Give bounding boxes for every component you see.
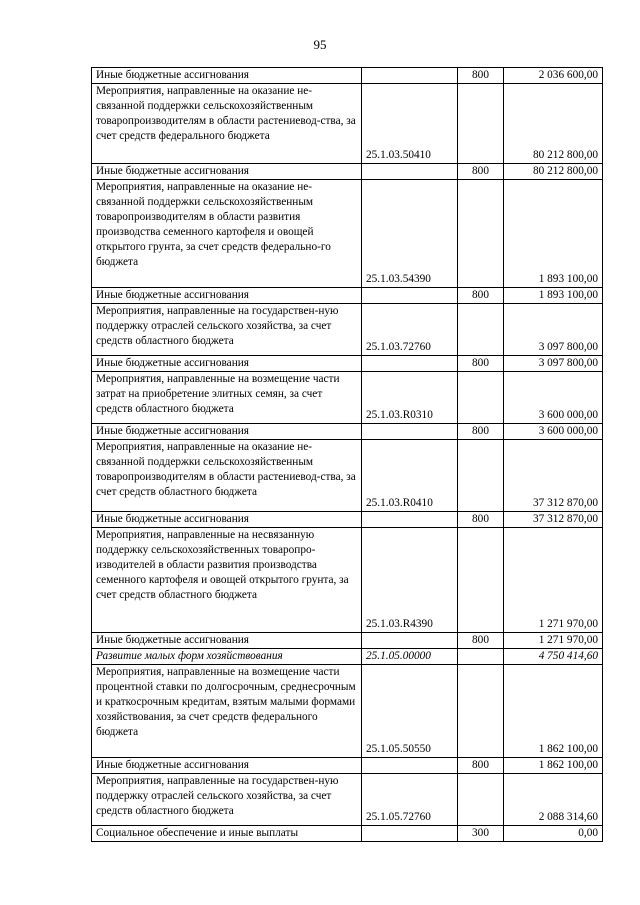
row-amount: 3 097 800,00 bbox=[504, 356, 603, 372]
row-amount: 37 312 870,00 bbox=[504, 440, 603, 512]
table-row bbox=[92, 180, 603, 288]
row-description: Иные бюджетные ассигнования bbox=[92, 288, 362, 304]
row-amount: 37 312 870,00 bbox=[504, 512, 603, 528]
row-amount: 2 088 314,60 bbox=[504, 774, 603, 826]
row-code bbox=[362, 288, 458, 304]
row-expense-type bbox=[458, 528, 504, 633]
row-description: Мероприятия, направленные на оказание не-связанной поддержки сельскохозяйственным товаропроизводителям в области растениевод-ства, за счет средств федерального бюджета bbox=[92, 84, 362, 164]
table-row bbox=[92, 774, 603, 826]
row-amount: 3 600 000,00 bbox=[504, 372, 603, 424]
row-description: Иные бюджетные ассигнования bbox=[92, 68, 362, 84]
row-expense-type: 800 bbox=[458, 68, 504, 84]
row-expense-type: 300 bbox=[458, 826, 504, 842]
row-code: 25.1.03.72760 bbox=[362, 304, 458, 356]
row-amount: 1 893 100,00 bbox=[504, 180, 603, 288]
row-expense-type: 800 bbox=[458, 356, 504, 372]
row-amount: 80 212 800,00 bbox=[504, 164, 603, 180]
row-code: 25.1.05.72760 bbox=[362, 774, 458, 826]
row-expense-type bbox=[458, 84, 504, 164]
row-code bbox=[362, 424, 458, 440]
table-row bbox=[92, 288, 603, 304]
table-row bbox=[92, 649, 603, 665]
row-expense-type bbox=[458, 180, 504, 288]
row-amount: 1 862 100,00 bbox=[504, 665, 603, 758]
row-expense-type bbox=[458, 665, 504, 758]
row-expense-type bbox=[458, 304, 504, 356]
row-amount: 2 036 600,00 bbox=[504, 68, 603, 84]
row-description: Мероприятия, направленные на оказание не-связанной поддержки сельскохозяйственным товаропроизводителям в области развития производства семенного картофеля и овощей открытого грунта, за счет средств федерально-го бюджета bbox=[92, 180, 362, 288]
row-expense-type bbox=[458, 774, 504, 826]
row-amount: 1 893 100,00 bbox=[504, 288, 603, 304]
row-description: Мероприятия, направленные на возмещение части затрат на приобретение элитных семян, за счет средств областного бюджета bbox=[92, 372, 362, 424]
row-description: Мероприятия, направленные на оказание не-связанной поддержки сельскохозяйственным товаропроизводителям в области растениевод-ства, за счет средств областного бюджета bbox=[92, 440, 362, 512]
row-code: 25.1.05.50550 bbox=[362, 665, 458, 758]
row-description: Иные бюджетные ассигнования bbox=[92, 758, 362, 774]
row-code bbox=[362, 164, 458, 180]
row-description: Мероприятия, направленные на возмещение части процентной ставки по долгосрочным, среднесрочным и краткосрочным кредитам, взятым малыми формами хозяйствования, за счет средств федерального бюджета bbox=[92, 665, 362, 758]
row-description: Мероприятия, направленные на государствен-ную поддержку отраслей сельского хозяйства, за счет средств областного бюджета bbox=[92, 304, 362, 356]
row-code bbox=[362, 512, 458, 528]
row-amount: 80 212 800,00 bbox=[504, 84, 603, 164]
row-description: Мероприятия, направленные на государствен-ную поддержку отраслей сельского хозяйства, за счет средств областного бюджета bbox=[92, 774, 362, 826]
table-row bbox=[92, 356, 603, 372]
row-expense-type bbox=[458, 649, 504, 665]
row-description: Иные бюджетные ассигнования bbox=[92, 633, 362, 649]
row-expense-type bbox=[458, 440, 504, 512]
row-amount: 1 271 970,00 bbox=[504, 633, 603, 649]
row-expense-type: 800 bbox=[458, 288, 504, 304]
row-expense-type: 800 bbox=[458, 512, 504, 528]
table-row bbox=[92, 68, 603, 84]
row-code bbox=[362, 356, 458, 372]
row-description: Иные бюджетные ассигнования bbox=[92, 424, 362, 440]
row-code: 25.1.03.R0410 bbox=[362, 440, 458, 512]
row-code bbox=[362, 758, 458, 774]
table-row bbox=[92, 424, 603, 440]
table-row bbox=[92, 665, 603, 758]
row-description: Социальное обеспечение и иные выплаты bbox=[92, 826, 362, 842]
row-code bbox=[362, 826, 458, 842]
budget-table bbox=[91, 67, 603, 842]
row-amount: 3 600 000,00 bbox=[504, 424, 603, 440]
table-row bbox=[92, 84, 603, 164]
page-number: 95 bbox=[313, 37, 327, 52]
budget-table-body bbox=[92, 68, 603, 842]
table-row bbox=[92, 633, 603, 649]
table-row bbox=[92, 826, 603, 842]
table-row bbox=[92, 372, 603, 424]
row-description: Иные бюджетные ассигнования bbox=[92, 164, 362, 180]
row-code: 25.1.03.54390 bbox=[362, 180, 458, 288]
row-code: 25.1.05.00000 bbox=[362, 649, 458, 665]
row-code: 25.1.03.50410 bbox=[362, 84, 458, 164]
row-expense-type: 800 bbox=[458, 758, 504, 774]
table-row bbox=[92, 164, 603, 180]
row-amount: 0,00 bbox=[504, 826, 603, 842]
row-expense-type: 800 bbox=[458, 633, 504, 649]
row-description: Иные бюджетные ассигнования bbox=[92, 512, 362, 528]
row-amount: 4 750 414,60 bbox=[504, 649, 603, 665]
row-expense-type: 800 bbox=[458, 164, 504, 180]
table-row bbox=[92, 758, 603, 774]
table-row bbox=[92, 304, 603, 356]
row-expense-type: 800 bbox=[458, 424, 504, 440]
row-code bbox=[362, 633, 458, 649]
row-description: Иные бюджетные ассигнования bbox=[92, 356, 362, 372]
row-amount: 3 097 800,00 bbox=[504, 304, 603, 356]
row-description: Развитие малых форм хозяйствования bbox=[92, 649, 362, 665]
row-code: 25.1.03.R0310 bbox=[362, 372, 458, 424]
table-row bbox=[92, 440, 603, 512]
row-description: Мероприятия, направленные на несвязанную поддержку сельскохозяйственных товаропро-изводителей в области развития производства семенного картофеля и овощей открытого грунта, за счет средств областного бюджета bbox=[92, 528, 362, 633]
table-row bbox=[92, 512, 603, 528]
row-code bbox=[362, 68, 458, 84]
table-row bbox=[92, 528, 603, 633]
row-amount: 1 271 970,00 bbox=[504, 528, 603, 633]
row-expense-type bbox=[458, 372, 504, 424]
row-code: 25.1.03.R4390 bbox=[362, 528, 458, 633]
row-amount: 1 862 100,00 bbox=[504, 758, 603, 774]
